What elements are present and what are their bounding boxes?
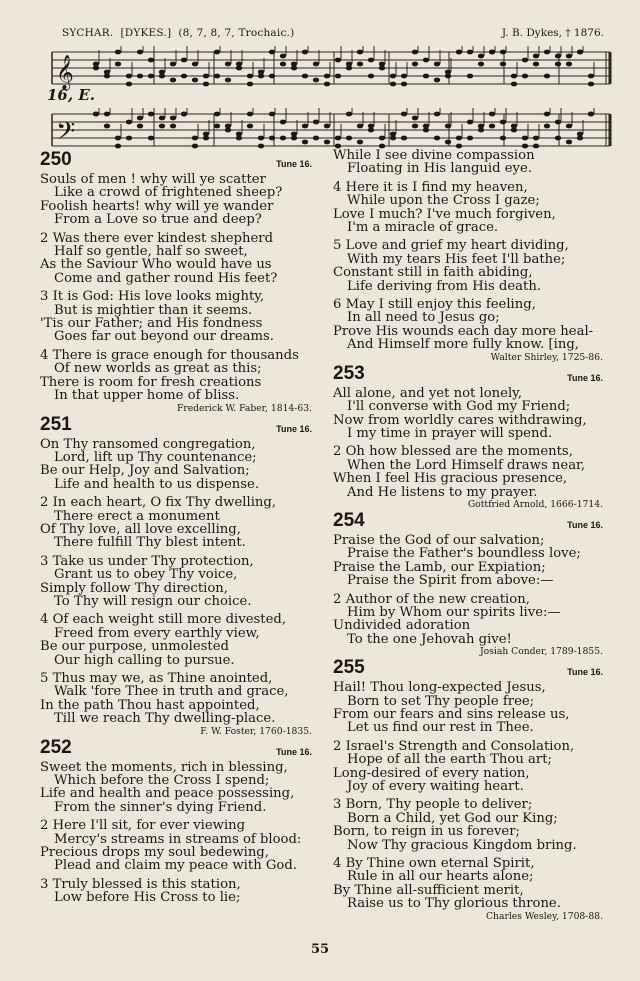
hymn [40, 737, 320, 905]
verse-line: Simply follow Thy direction, [40, 580, 228, 596]
verse-line: There fulfill Thy blest intent. [54, 535, 246, 551]
page-number: 55 [310, 942, 330, 957]
verse-line: Life deriving from His death. [347, 278, 542, 294]
verse-line: 3 It is God: His love looks mighty, [40, 289, 265, 305]
verse-line: Praise the Spirit from above:— [347, 573, 554, 589]
verse-line: In all need to Jesus go; [347, 310, 500, 326]
verse-line: On Thy ransomed congregation, [40, 436, 256, 452]
verse-line: Sweet the moments, rich in blessing, [40, 759, 288, 775]
verse-line: 2 In each heart, O fix Thy dwelling, [40, 495, 277, 511]
hymn [333, 510, 611, 657]
verse-line: Which before the Cross I spend; [54, 773, 270, 789]
verse-line: Goes far out beyond our dreams. [54, 329, 274, 345]
hymn [333, 657, 611, 922]
verse-line: When the Lord Himself draws near, [347, 457, 586, 473]
hymn-author: Charles Wesley, 1708-88. [486, 910, 603, 922]
verse-line: Born to set Thy people free; [347, 693, 535, 709]
verse-line: Let us find our rest in Thee. [347, 720, 534, 736]
verse-line: 4 Of each weight still more divested, [40, 612, 287, 628]
hymn-number: 254 [333, 509, 365, 531]
verse-line: Life and health and peace possessing, [40, 786, 295, 802]
hymn [333, 363, 611, 510]
tune-ref: Tune 16. [567, 519, 603, 530]
hymn-number: 255 [333, 657, 365, 679]
verse-line: Him by Whom our spirits live:— [347, 604, 561, 620]
tune-ref: Tune 16. [276, 159, 312, 169]
verse-line: 2 Was there ever kindest shepherd [40, 230, 274, 246]
svg-text:𝄞: 𝄞 [56, 55, 74, 90]
verse-line: 3 Take us under Thy protection, [40, 553, 254, 569]
verse-line: 5 Thus may we, as Thine anointed, [40, 671, 273, 686]
verse-line: 6 May I still enjoy this feeling, [333, 297, 536, 313]
verse-line: 3 Born, Thy people to deliver; [333, 797, 533, 813]
verse-line: Now Thy gracious Kingdom bring. [347, 837, 577, 853]
right-column [333, 149, 611, 922]
tune-ref: Tune 16. [567, 372, 603, 383]
verse-line: In the path Thou hast appointed, [40, 697, 260, 713]
hymn-number: 252 [40, 736, 72, 758]
hymn-header [40, 737, 320, 761]
verse-line: With my tears His feet I'll bathe; [347, 251, 566, 267]
verse-line: Be our Help, Joy and Salvation; [40, 463, 250, 479]
verse-line: When I feel His gracious presence, [333, 471, 568, 487]
verse-line: 2 Author of the new creation, [333, 591, 530, 607]
verse-line: 'Tis our Father; and His fondness [40, 316, 263, 332]
verse-line: Low before His Cross to lie; [54, 890, 241, 906]
verse-line: Walk 'fore Thee in truth and grace, [54, 684, 289, 700]
verse-line: Freed from every earthly view, [54, 625, 260, 641]
verse-line: Be our purpose, unmolested [40, 639, 229, 655]
verse-line: From a Love so true and deep? [54, 212, 262, 228]
verse-line: Life and health to us dispense. [54, 476, 260, 492]
hymn-header [40, 149, 320, 173]
verse-line: Prove His wounds each day more heal- [333, 323, 594, 339]
verse-line: To the one Jehovah give! [347, 631, 512, 647]
verse-line: Hope of all the earth Thou art; [347, 752, 552, 768]
verse-line: Plead and claim my peace with God. [54, 858, 297, 874]
verse-line: 3 Truly blessed is this station, [40, 876, 241, 892]
verse-line: Like a crowd of frightened sheep? [54, 185, 283, 201]
verse-line: Raise us to Thy glorious throne. [347, 896, 561, 912]
hymn-number: 251 [40, 413, 72, 435]
verse-line: Praise the God of our salvation; [333, 532, 545, 548]
tune-name: SYCHAR. [62, 27, 114, 39]
verse-line: I'll converse with God my Friend; [347, 399, 571, 415]
svg-text:𝄢: 𝄢 [56, 117, 76, 152]
verse-line: 4 By Thine own eternal Spirit, [333, 856, 535, 872]
verse-line: Hail! Thou long-expected Jesus, [333, 680, 546, 696]
verse-line: While upon the Cross I gaze; [347, 193, 540, 209]
hymn-header [40, 414, 320, 438]
verse-line: Floating in His languid eye. [347, 161, 533, 177]
verse-line: Of Thy love, all love excelling, [40, 521, 241, 537]
verse-line: And Himself more fully know. [ing, [347, 337, 579, 353]
verse-line: Mercy's streams in streams of blood: [54, 831, 302, 847]
composer-attribution: J. B. Dykes, † 1876. [501, 27, 604, 39]
verse-line: 4 There is grace enough for thousands [40, 347, 299, 363]
verse-line: I my time in prayer will spend. [347, 425, 553, 441]
verse-line: Undivided adoration [333, 618, 471, 634]
verse-line: Praise the Father's boundless love; [347, 546, 581, 562]
hymn-number: 253 [333, 362, 365, 384]
verse-line: While I see divine compassion [333, 148, 535, 163]
hymn [40, 149, 320, 414]
verse-line: By Thine all-sufficient merit, [333, 882, 524, 898]
left-column [40, 149, 320, 905]
hymn-author: Gottfried Arnold, 1666-1714. [467, 498, 603, 510]
verse-line: Half so gentle, half so sweet, [54, 244, 248, 260]
verse-line: Lord, lift up Thy countenance; [54, 449, 257, 465]
verse-line: Come and gather round His feet? [54, 270, 278, 286]
verse-line: Foolish hearts! why will ye wander [40, 198, 274, 214]
verse-line: And He listens to my prayer. [347, 484, 538, 500]
verse-line: Joy of every waiting heart. [347, 779, 524, 795]
verse-line: From our fears and sins release us, [333, 707, 570, 722]
hymn-author: Walter Shirley, 1725-86. [490, 351, 603, 363]
hymn-author: Josiah Conder, 1789-1855. [480, 646, 603, 658]
verse-line: Rule in all our hearts alone; [347, 869, 534, 885]
verse-line: Love I much? I've much forgiven, [333, 206, 556, 222]
meter: (8, 7, 8, 7, Trochaic.) [178, 27, 295, 39]
verse-line: To Thy will resign our choice. [54, 593, 252, 609]
verse-line: Born, to reign in us forever; [333, 824, 520, 840]
verse-line: Born a Child, yet God our King; [347, 810, 558, 826]
verse-line: Of new worlds as great as this; [54, 361, 262, 377]
verse-line: 4 Here it is I find my heaven, [333, 179, 528, 195]
verse-line: 2 Israel's Strength and Consolation, [333, 738, 575, 754]
verse-line: In that upper home of bliss. [54, 388, 240, 404]
verse-line: Grant us to obey Thy voice, [54, 567, 238, 583]
hymn-header [333, 510, 611, 534]
hymn-number: 250 [40, 149, 72, 170]
verse-line: I'm a miracle of grace. [347, 220, 499, 236]
verse-line: Souls of men ! why will ye scatter [40, 172, 266, 187]
verse-line: All alone, and yet not lonely, [333, 385, 523, 401]
tune-info [62, 27, 294, 39]
music-staff-treble [44, 46, 612, 92]
verse-line: Precious drops my soul bedewing, [40, 845, 269, 861]
hymn-header [333, 363, 611, 387]
verse-line: 2 Oh how blessed are the moments, [333, 444, 573, 460]
hymn-header [333, 657, 611, 681]
verse-line: From the sinner's dying Friend. [54, 799, 267, 815]
hymn-author: Frederick W. Faber, 1814-63. [176, 402, 312, 414]
verse-line: There is room for fresh creations [40, 374, 262, 390]
key-label: 16, E. [47, 86, 95, 104]
verse-line: Constant still in faith abiding, [333, 265, 533, 281]
tune-ref: Tune 16. [276, 746, 312, 757]
verse-line: Our high calling to pursue. [54, 652, 235, 668]
verse-line: Long-desired of every nation, [333, 765, 530, 781]
verse-line: Till we reach Thy dwelling-place. [54, 711, 276, 727]
verse-line: 2 Here I'll sit, for ever viewing [40, 818, 246, 834]
verse-line: As the Saviour Who would have us [40, 257, 272, 273]
tune-ref: Tune 16. [276, 423, 312, 434]
verse-line: There erect a monument [54, 508, 220, 524]
page-header [62, 27, 604, 43]
hymn [40, 414, 320, 737]
verse-line: Praise the Lamb, our Expiation; [333, 559, 546, 575]
tune-ref: Tune 16. [567, 667, 603, 678]
verse-line: 5 Love and grief my heart dividing, [333, 238, 569, 254]
composer-bracket: [DYKES.] [120, 27, 172, 39]
hymn-author: F. W. Foster, 1760-1835. [200, 725, 312, 737]
verse-line: But is mightier than it seems. [54, 302, 253, 318]
hymn [333, 149, 611, 363]
verse-line: Now from worldly cares withdrawing, [333, 412, 587, 428]
